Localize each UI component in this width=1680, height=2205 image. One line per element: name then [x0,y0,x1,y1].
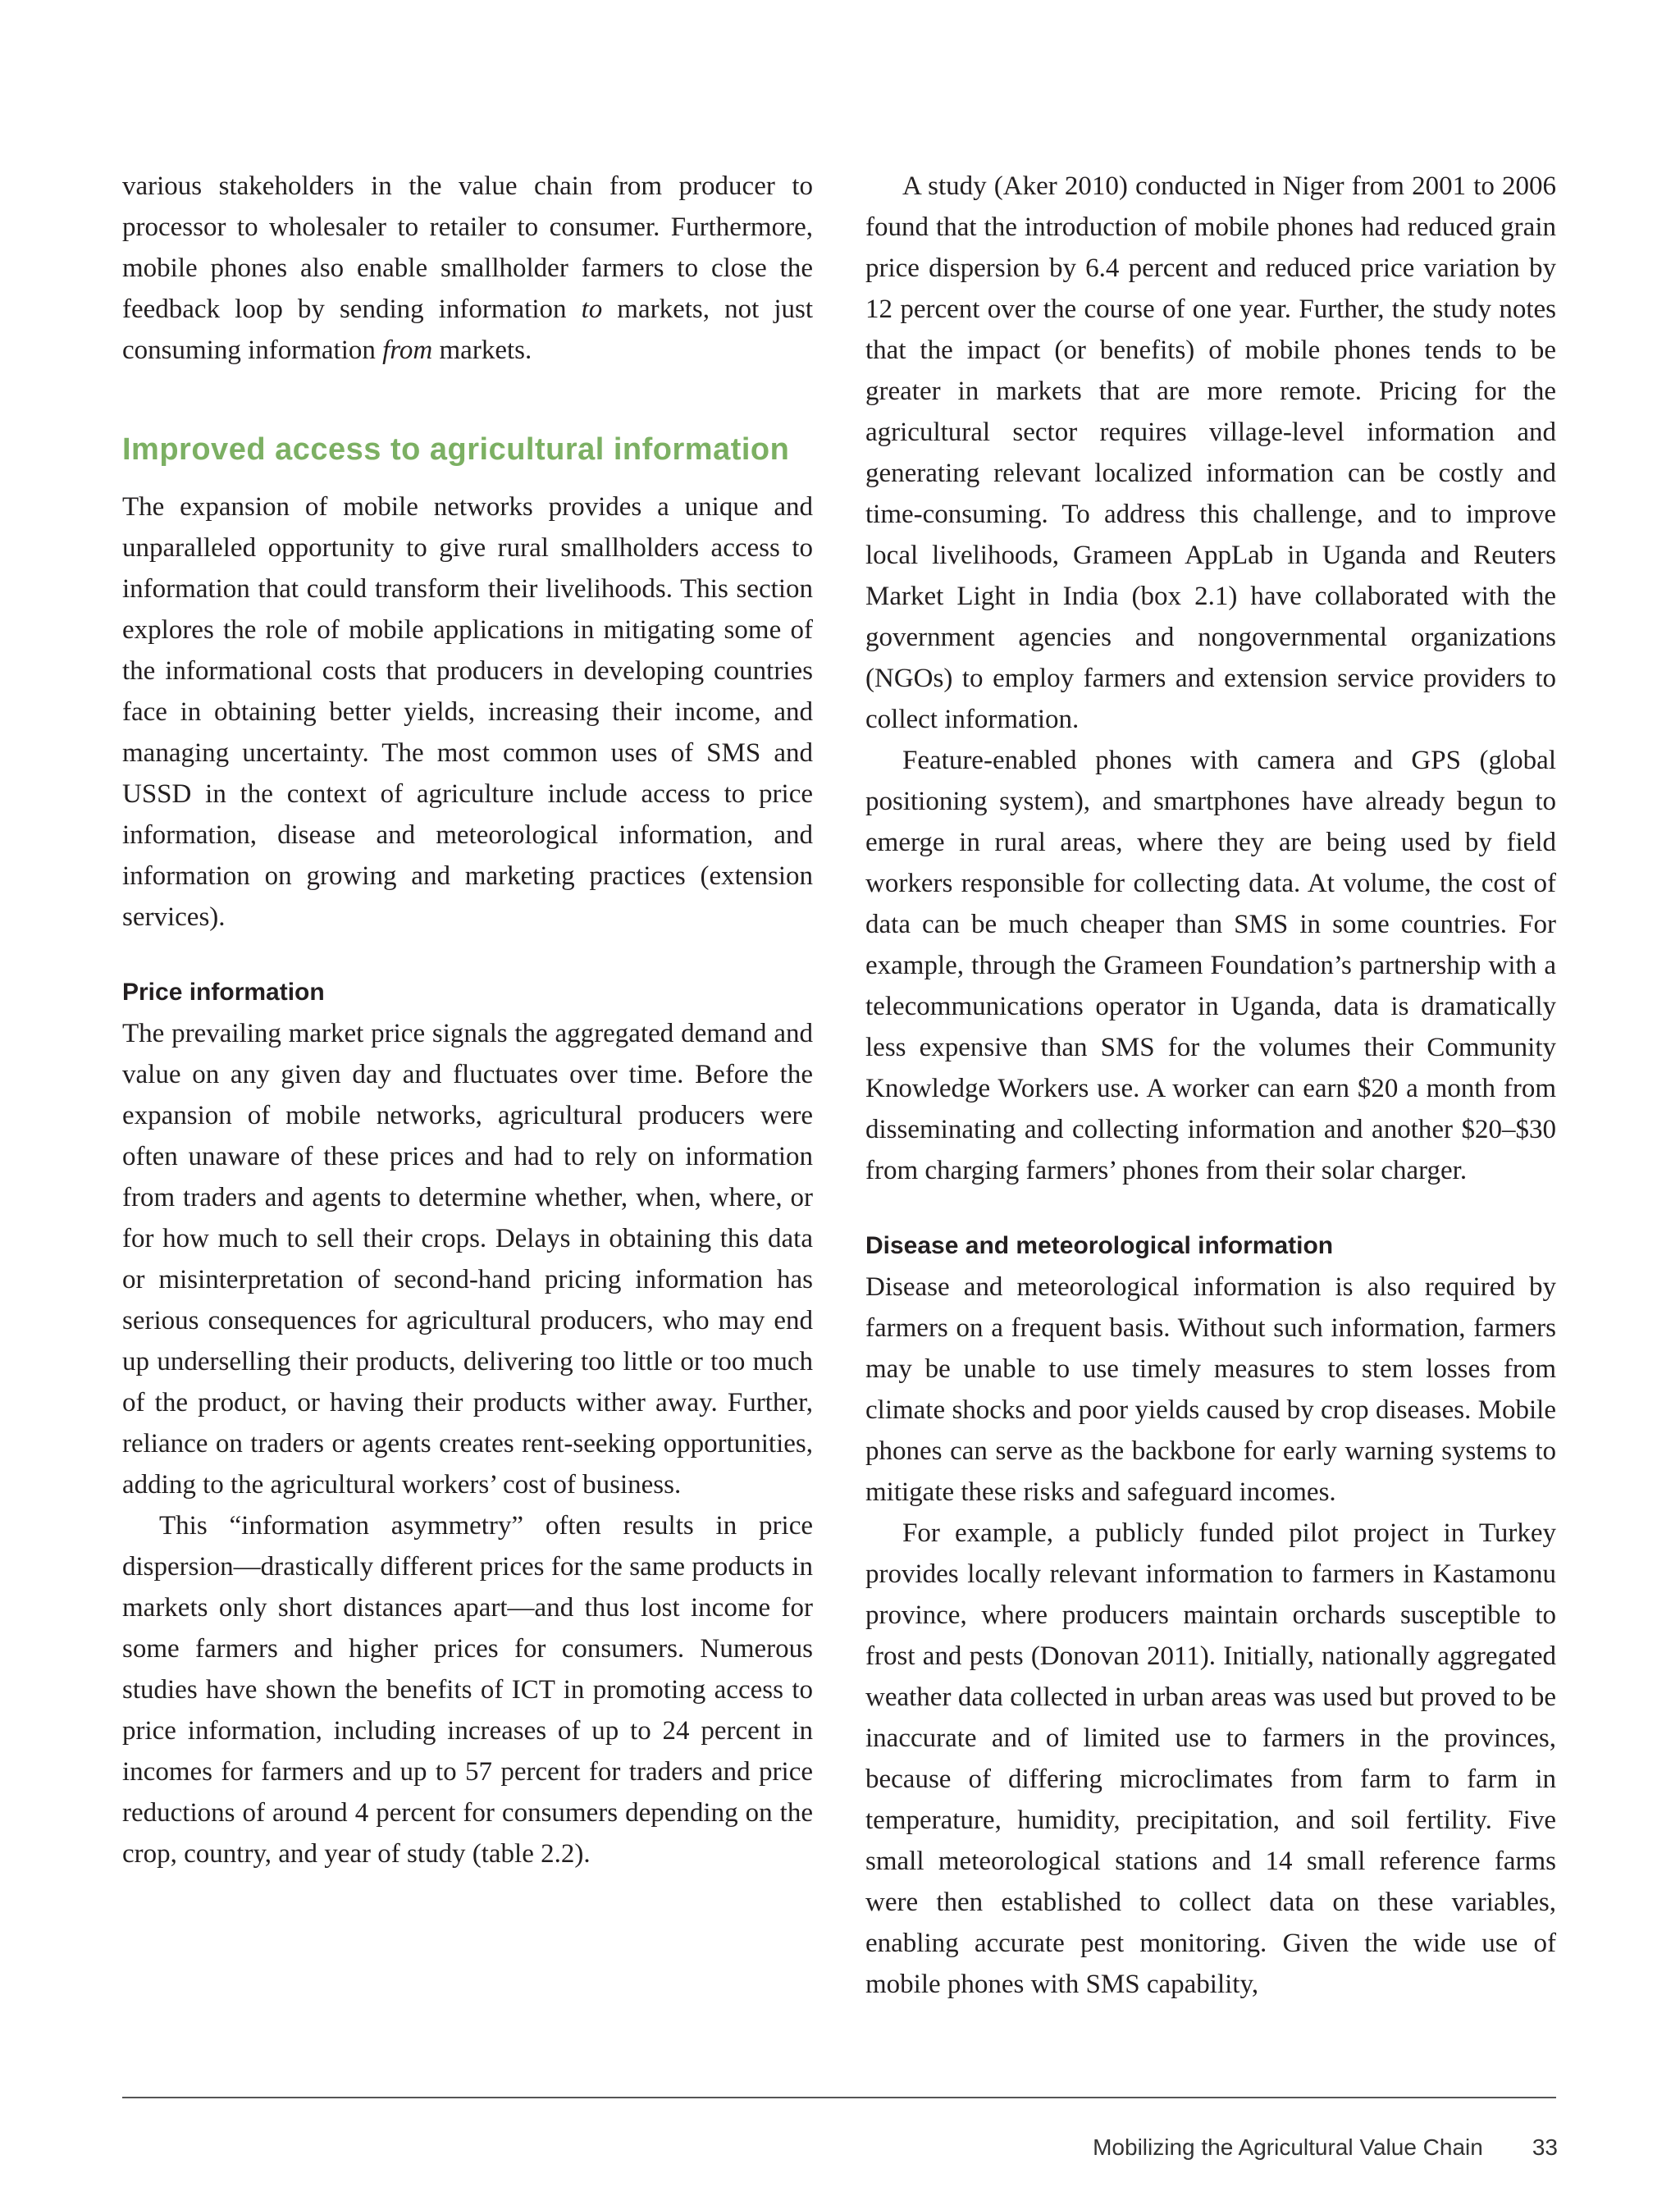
page-number: 33 [1532,2134,1558,2160]
asymmetry-paragraph: This “information asymmetry” often results in price dispersion—drastically different prices for the same products in markets only short distances apart—and thus lost income for some farmers and higher prices for consumers. Numerous studies have shown the benefits of ICT in promoting access to price information, including increases of up to 24 percent in incomes for farmers and up to 57 percent for traders and price reductions of around 4 percent for consumers depending on the crop, country, and year of study (table 2.2). [122,1511,813,1869]
page-footer [1093,2134,1558,2161]
aker-study-paragraph: A study (Aker 2010) conducted in Niger from 2001 to 2006 found that the introduction of mobile phones had reduced grain price dispersion by 6.4 percent and reduced price variation by 12 percent over the course of one year. Further, the study notes that the impact (or benefits) of mobile phones tends to be greater in markets that are more remote. Pricing for the agricultural sector requires village-level information and generating relevant localized information can be costly and time-consuming. To address this challenge, and to improve local livelihoods, Grameen AppLab in Uganda and Reuters Market Light in India (box 2.1) have collaborated with the government agencies and nongovernmental organizations (NGOs) to employ farmers and extension service providers to collect information. [865,171,1556,734]
subheading-disease-information: Disease and meteorological information [865,1232,1334,1259]
footer-divider [122,2097,1556,2098]
right-column [865,166,1556,2005]
turkey-paragraph: For example, a publicly funded pilot project in Turkey provides locally relevant information to farmers in Kastamonu province, where producers maintain orchards susceptible to frost and pests (Donovan 2011). Initially, nationally aggregated weather data collected in urban areas was used but proved to be inaccurate and of limited use to farmers in the provinces, because of differing microclimates from farm to farm in temperature, humidity, precipitation, and soil fertility. Five small meteorological stations and 14 small reference farms were then established to collect data on these variables, enabling accurate pest monitoring. Given the wide use of mobile phones with SMS capability, [865,1518,1556,1999]
disease-paragraph: Disease and meteorological information is also required by farmers on a frequent basis. Without such information, farmers may be unable to use timely measures to stem losses from climate shocks and poor yields caused by crop diseases. Mobile phones can serve as the backbone for early warning systems to mitigate these risks and safeguard incomes. [865,1272,1556,1507]
price-paragraph: The prevailing market price signals the aggregated demand and value on any given day and fluctuates over time. Before the expansion of mobile networks, agricultural producers were often unaware of these prices and had to rely on information from traders and agents to determine whether, when, where, or for how much to sell their crops. Delays in obtaining this data or misinterpretation of second-hand pricing information has serious consequences for agricultural producers, who may end up underselling their products, delivering too little or too much of the product, or having their products wither away. Further, reliance on traders or agents creates rent-seeking opportunities, adding to the agricultural workers’ cost of business. [122,1019,813,1500]
access-paragraph: The expansion of mobile networks provides a unique and unparalleled opportunity to give rural smallholders access to information that could transform their livelihoods. This section explores the role of mobile applications in mitigating some of the informational costs that producers in developing countries face in obtaining better yields, increasing their income, and managing uncertainty. The most common uses of SMS and USSD in the context of agriculture include access to price information, disease and meteorological information, and information on growing and marketing practices (extension services). [122,492,813,932]
section-heading-access: Improved access to agricultural information [122,432,790,467]
subheading-price-information: Price information [122,979,325,1006]
left-column [122,166,813,1874]
feature-phones-paragraph: Feature-enabled phones with camera and GPS (global positioning system), and smartphones have already begun to emerge in rural areas, where they are being used by field workers responsible for collecting data. At volume, the cost of data can be much cheaper than SMS in some countries. For example, through the Grameen Foundation’s partnership with a telecommunications operator in Uganda, data is dramatically less expensive than SMS for the volumes their Community Knowledge Workers use. A worker can earn $20 a month from disseminating and collecting information and another $20–$30 from charging farmers’ phones from their solar charger. [865,746,1556,1185]
intro-paragraph: various stakeholders in the value chain from producer to processor to wholesaler to retailer to consumer. Furthermore, mobile phones also enable smallholder farmers to close the feedback loop by sending information to markets, not just consuming information from markets. [122,171,814,365]
running-title: Mobilizing the Agricultural Value Chain [1093,2134,1483,2160]
